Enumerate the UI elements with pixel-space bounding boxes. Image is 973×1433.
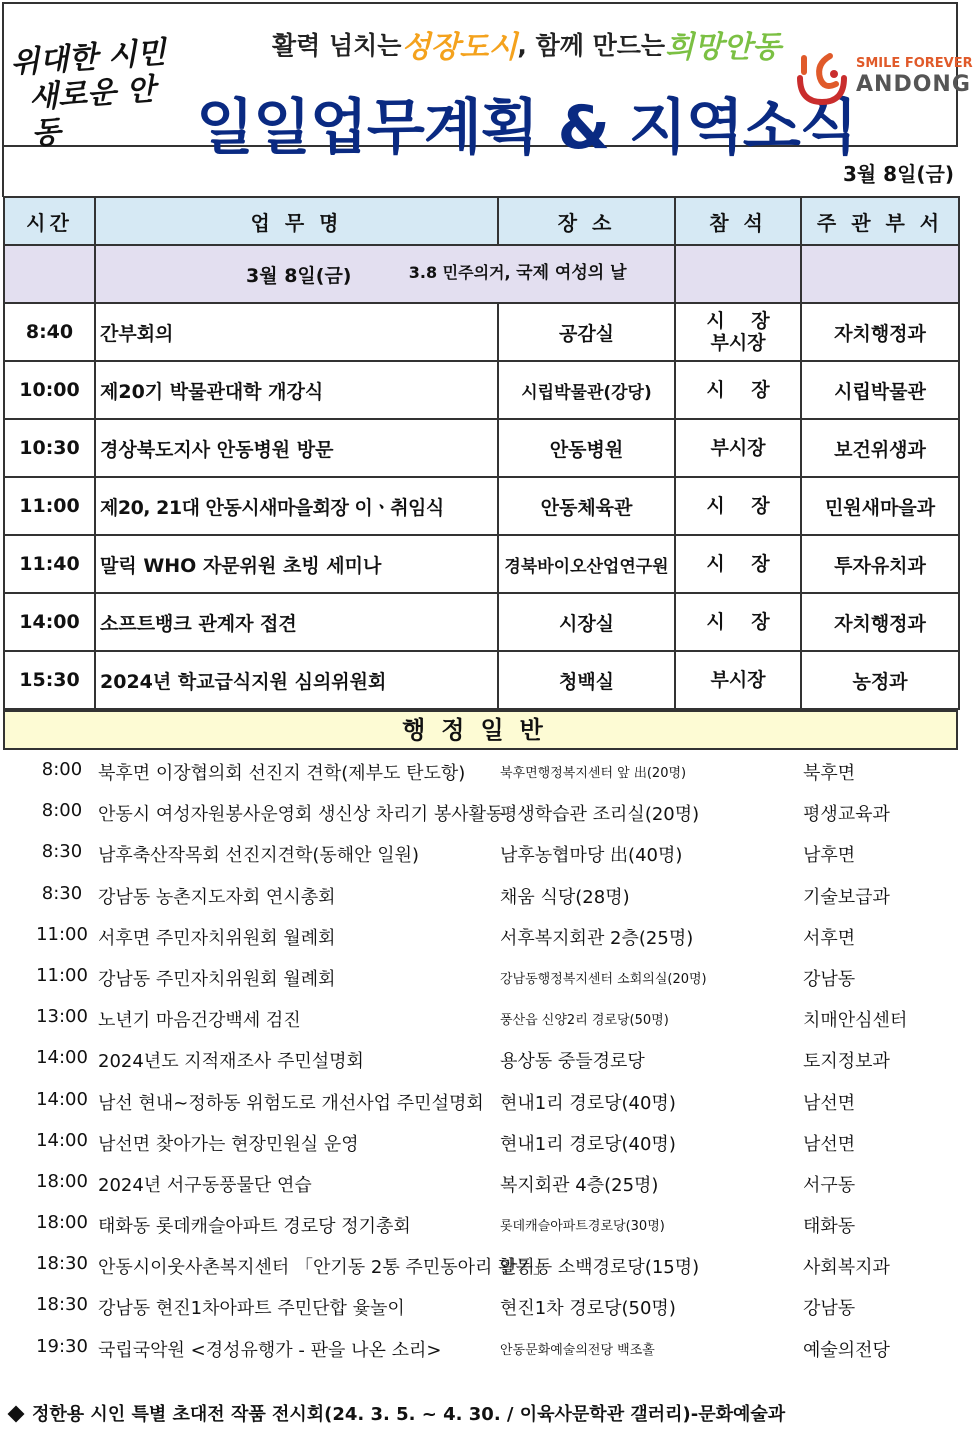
row-dept-text: 보건위생과 bbox=[834, 438, 926, 461]
row-place bbox=[498, 361, 675, 419]
item-time: 19:30 bbox=[36, 1335, 88, 1357]
row-place-text: 경북바이오산업연구원 bbox=[504, 556, 669, 577]
list-item bbox=[3, 874, 958, 915]
item-place: 강남동행정복지센터 소회의실(20명) bbox=[500, 971, 707, 987]
row-place bbox=[498, 419, 675, 477]
row-attend-text: 시 장 bbox=[706, 310, 770, 332]
row-place bbox=[498, 477, 675, 535]
row-task bbox=[95, 303, 498, 361]
row-time-text: 11:40 bbox=[19, 553, 80, 575]
col-header-task: 업 무 명 bbox=[95, 197, 498, 245]
page-title: 일일업무계획 & 지역소식 bbox=[196, 93, 857, 163]
list-item bbox=[3, 1038, 958, 1079]
row-place bbox=[498, 535, 675, 593]
row-task bbox=[95, 651, 498, 709]
row-task bbox=[95, 593, 498, 651]
col-header-attend: 참 석 bbox=[675, 197, 801, 245]
row-time bbox=[4, 593, 95, 651]
general-list bbox=[3, 750, 958, 1368]
table-row bbox=[4, 535, 959, 593]
smile-andong-icon bbox=[794, 50, 850, 106]
slogan bbox=[272, 24, 781, 64]
item-place: 풍산읍 신양2리 경로당(50명) bbox=[500, 1013, 669, 1029]
col-header-time: 시간 bbox=[4, 197, 95, 245]
special-empty bbox=[675, 245, 801, 303]
item-task: 남선 현내~정하동 위험도로 개선사업 주민설명회 bbox=[98, 1092, 484, 1114]
row-time-text: 8:40 bbox=[25, 321, 74, 343]
item-dept: 강남동 bbox=[803, 1298, 856, 1320]
item-dept: 남선면 bbox=[803, 1092, 856, 1114]
row-time bbox=[4, 303, 95, 361]
item-time: 14:00 bbox=[36, 1047, 88, 1069]
list-item bbox=[3, 1203, 958, 1244]
table-row bbox=[4, 419, 959, 477]
item-task: 국립국악원 <경성유행가 - 판을 나온 소리> bbox=[98, 1339, 442, 1361]
list-item bbox=[3, 1080, 958, 1121]
item-task: 북후면 이장협의회 선진지 견학(제부도 탄도항) bbox=[98, 763, 466, 784]
slogan-highlight-1: 성장도시 bbox=[401, 30, 518, 65]
row-dept bbox=[801, 477, 959, 535]
row-place bbox=[498, 651, 675, 709]
list-item bbox=[3, 1285, 958, 1326]
row-dept-text: 민원새마을과 bbox=[824, 496, 936, 519]
row-attend-text: 시 장 bbox=[706, 611, 770, 633]
list-item bbox=[3, 1327, 958, 1368]
item-time: 14:00 bbox=[36, 1129, 88, 1151]
row-attend-2-text: 부시장 bbox=[710, 332, 766, 354]
row-attend bbox=[675, 651, 801, 709]
row-time bbox=[4, 361, 95, 419]
row-task-text: 2024년 학교급식지원 심의위원회 bbox=[100, 670, 387, 693]
row-task-text: 말릭 WHO 자문위원 초빙 세미나 bbox=[100, 554, 382, 577]
row-task bbox=[95, 477, 498, 535]
diamond-bullet-icon bbox=[8, 1406, 25, 1423]
item-dept: 남후면 bbox=[803, 845, 856, 867]
item-dept: 강남동 bbox=[803, 968, 856, 990]
item-dept: 태화동 bbox=[803, 1216, 856, 1238]
item-place: 롯데캐슬아파트경로당(30명) bbox=[500, 1219, 665, 1235]
row-time bbox=[4, 651, 95, 709]
slogan-mid: , 함께 만드는 bbox=[517, 31, 666, 60]
item-place: 평생학습관 조리실(20명) bbox=[500, 804, 700, 826]
item-time: 13:00 bbox=[36, 1006, 88, 1028]
special-day-row bbox=[4, 245, 959, 303]
item-time: 11:00 bbox=[36, 964, 88, 986]
table-row bbox=[4, 303, 959, 361]
special-empty bbox=[4, 245, 95, 303]
row-attend bbox=[675, 535, 801, 593]
item-task: 남선면 찾아가는 현장민원실 운영 bbox=[98, 1133, 359, 1155]
row-time-text: 10:30 bbox=[19, 437, 80, 459]
item-time: 8:00 bbox=[41, 800, 83, 822]
list-item bbox=[3, 997, 958, 1038]
item-task: 태화동 롯데캐슬아파트 경로당 정기총회 bbox=[98, 1216, 411, 1238]
left-border bbox=[2, 147, 4, 197]
row-dept-text: 자치행정과 bbox=[834, 322, 926, 345]
item-place: 남후농협마당 出(40명) bbox=[500, 845, 683, 867]
list-item bbox=[3, 750, 958, 791]
item-time: 8:00 bbox=[41, 759, 83, 780]
row-task bbox=[95, 535, 498, 593]
item-place: 안동문화예술의전당 백조홀 bbox=[500, 1342, 655, 1358]
item-place: 현진1차 경로당(50명) bbox=[500, 1298, 676, 1320]
list-item bbox=[3, 956, 958, 997]
list-item bbox=[3, 1162, 958, 1203]
brand-tagline: SMILE FOREVER bbox=[856, 56, 973, 71]
brand-logo bbox=[794, 46, 973, 110]
item-task: 안동시이웃사촌복지센터 「안기동 2통 주민동아리 활동」 bbox=[98, 1257, 551, 1279]
general-section-heading: 행정일반 bbox=[3, 710, 958, 750]
special-event-post: 국제 여성의 날 bbox=[516, 262, 627, 283]
item-time: 18:00 bbox=[36, 1170, 88, 1192]
header-banner bbox=[2, 2, 973, 163]
logo-line-1: 위대한 시민 bbox=[9, 35, 167, 81]
row-attend-text: 시 장 bbox=[706, 379, 770, 401]
row-place-text: 시립박물관(강당) bbox=[521, 382, 652, 403]
row-dept-text: 투자유치과 bbox=[834, 554, 926, 577]
footer-note bbox=[8, 1400, 785, 1426]
row-attend-text: 시 장 bbox=[706, 495, 770, 517]
special-date: 3월 8일(금) bbox=[246, 264, 352, 287]
item-time: 18:00 bbox=[36, 1212, 88, 1234]
row-task-text: 소프트뱅크 관계자 접견 bbox=[100, 612, 297, 635]
list-item bbox=[3, 791, 958, 832]
schedule-table bbox=[3, 196, 960, 710]
row-place bbox=[498, 593, 675, 651]
row-time bbox=[4, 535, 95, 593]
row-dept bbox=[801, 303, 959, 361]
row-dept bbox=[801, 361, 959, 419]
list-item bbox=[3, 1121, 958, 1162]
item-time: 18:30 bbox=[36, 1253, 88, 1275]
item-dept: 서후면 bbox=[803, 927, 856, 949]
row-time-text: 10:00 bbox=[19, 379, 80, 401]
row-attend bbox=[675, 593, 801, 651]
row-time bbox=[4, 419, 95, 477]
row-dept-text: 자치행정과 bbox=[834, 612, 926, 635]
item-place: 복지회관 4층(25명) bbox=[500, 1174, 659, 1196]
item-dept: 북후면 bbox=[803, 763, 856, 784]
row-dept bbox=[801, 419, 959, 477]
item-time: 18:30 bbox=[36, 1294, 88, 1316]
city-slogan-logo bbox=[9, 34, 184, 152]
table-row bbox=[4, 477, 959, 535]
item-time: 8:30 bbox=[41, 882, 83, 904]
item-dept: 토지정보과 bbox=[803, 1051, 890, 1073]
item-place: 현내1리 경로당(40명) bbox=[500, 1092, 676, 1114]
item-time: 11:00 bbox=[36, 923, 88, 945]
slogan-highlight-2: 희망안동 bbox=[665, 30, 781, 65]
row-place-text: 안동병원 bbox=[549, 438, 624, 461]
row-attend bbox=[675, 477, 801, 535]
row-dept bbox=[801, 593, 959, 651]
item-task: 강남동 농촌지도자회 연시총회 bbox=[98, 886, 336, 908]
row-place-text: 청백실 bbox=[558, 670, 615, 693]
special-event-pre: 3.8 민주의거, bbox=[408, 262, 517, 282]
brand-name: ANDONG bbox=[856, 72, 971, 97]
item-task: 남후축산작목회 선진지견학(동해안 일원) bbox=[98, 845, 420, 867]
item-dept: 평생교육과 bbox=[803, 804, 890, 826]
item-dept: 예술의전당 bbox=[803, 1339, 890, 1361]
list-item bbox=[3, 832, 958, 873]
row-time-text: 11:00 bbox=[19, 495, 80, 517]
row-place bbox=[498, 303, 675, 361]
row-attend-text: 부시장 bbox=[710, 669, 766, 691]
footer-note-text: 정한용 시인 특별 초대전 작품 전시회(24. 3. 5. ~ 4. 30. / 이육사문학관 갤러리)-문화예술과 bbox=[32, 1404, 786, 1425]
col-header-dept: 주 관 부 서 bbox=[801, 197, 959, 245]
row-task-text: 간부회의 bbox=[100, 322, 174, 345]
item-place: 현내1리 경로당(40명) bbox=[500, 1133, 676, 1155]
item-dept: 남선면 bbox=[803, 1133, 856, 1155]
item-task: 강남동 주민자치위원회 월례회 bbox=[98, 968, 336, 990]
row-task-text: 경상북도지사 안동병원 방문 bbox=[100, 438, 334, 461]
row-dept-text: 시립박물관 bbox=[834, 380, 926, 403]
table-row bbox=[4, 651, 959, 709]
row-dept bbox=[801, 535, 959, 593]
item-dept: 기술보급과 bbox=[803, 886, 890, 908]
item-dept: 서구동 bbox=[803, 1174, 856, 1196]
logo-line-2: 새로운 안동 bbox=[27, 72, 157, 152]
row-attend bbox=[675, 361, 801, 419]
row-place-text: 공감실 bbox=[558, 322, 615, 345]
row-task bbox=[95, 419, 498, 477]
item-task: 2024년 서구동풍물단 연습 bbox=[98, 1174, 312, 1196]
row-task-text: 제20, 21대 안동시새마을회장 이ㆍ취임식 bbox=[100, 496, 444, 519]
item-place: 서후복지회관 2층(25명) bbox=[500, 927, 694, 949]
col-header-place: 장 소 bbox=[498, 197, 675, 245]
row-task bbox=[95, 361, 498, 419]
item-dept: 치매안심센터 bbox=[803, 1010, 908, 1032]
table-row bbox=[4, 593, 959, 651]
row-dept bbox=[801, 651, 959, 709]
table-header-row bbox=[4, 197, 959, 245]
item-place: 용상동 중들경로당 bbox=[500, 1051, 645, 1073]
item-place: 북후면행정복지센터 앞 出(20명) bbox=[500, 766, 687, 781]
row-dept-text: 농정과 bbox=[852, 670, 908, 693]
row-attend-text: 부시장 bbox=[710, 437, 766, 459]
item-place: 안기동 소백경로당(15명) bbox=[500, 1257, 700, 1279]
item-task: 안동시 여성자원봉사운영회 생신상 차리기 봉사활동 bbox=[98, 804, 504, 826]
item-task: 노년기 마음건강백세 검진 bbox=[98, 1010, 301, 1032]
list-item bbox=[3, 1244, 958, 1285]
item-task: 서후면 주민자치위원회 월례회 bbox=[98, 927, 336, 949]
row-place-text: 시장실 bbox=[558, 612, 615, 635]
row-task-text: 제20기 박물관대학 개강식 bbox=[100, 380, 324, 403]
item-place: 채움 식당(28명) bbox=[500, 886, 630, 908]
special-empty bbox=[801, 245, 959, 303]
item-task: 강남동 현진1차아파트 주민단합 윷놀이 bbox=[98, 1298, 405, 1320]
table-row bbox=[4, 361, 959, 419]
item-task: 2024년도 지적재조사 주민설명회 bbox=[98, 1051, 364, 1073]
row-place-text: 안동체육관 bbox=[540, 496, 633, 519]
report-date: 3월 8일(금) bbox=[842, 162, 954, 186]
row-time bbox=[4, 477, 95, 535]
row-attend bbox=[675, 419, 801, 477]
item-time: 14:00 bbox=[36, 1088, 88, 1110]
row-time-text: 14:00 bbox=[19, 611, 80, 633]
item-time: 8:30 bbox=[41, 841, 83, 863]
slogan-pre: 활력 넘치는 bbox=[272, 31, 402, 60]
row-attend-text: 시 장 bbox=[706, 553, 770, 575]
special-day-cell bbox=[95, 245, 675, 303]
list-item bbox=[3, 915, 958, 956]
item-dept: 사회복지과 bbox=[803, 1257, 890, 1279]
row-time-text: 15:30 bbox=[19, 669, 80, 691]
row-attend bbox=[675, 303, 801, 361]
